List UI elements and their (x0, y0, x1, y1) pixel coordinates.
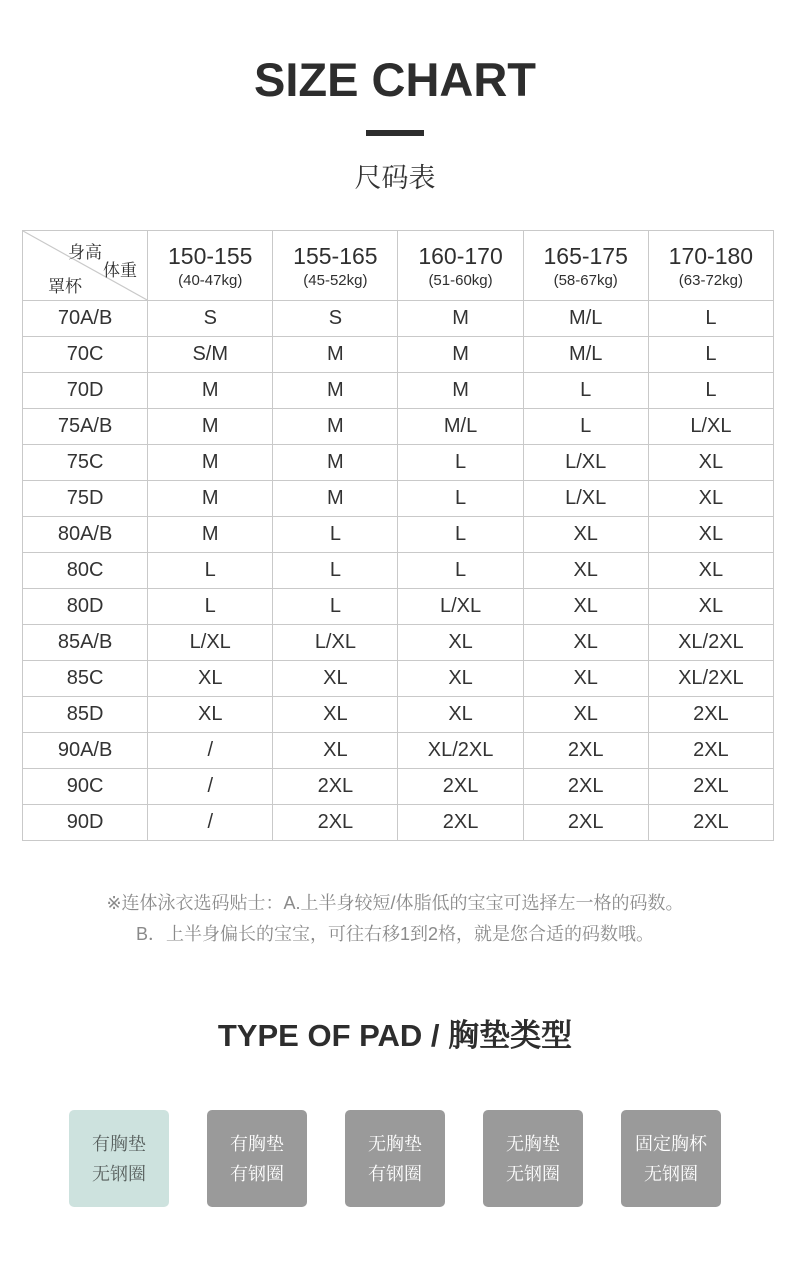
size-cell: XL (648, 481, 773, 517)
table-row (23, 481, 774, 517)
cup-size-label: 85C (23, 661, 148, 697)
size-cell: 2XL (523, 733, 648, 769)
size-cell: M (273, 409, 398, 445)
size-cell: XL (273, 733, 398, 769)
size-cell: XL (398, 697, 523, 733)
pad-type-box (345, 1110, 445, 1207)
table-row (23, 301, 774, 337)
cup-size-label: 90D (23, 805, 148, 841)
column-header (148, 231, 273, 301)
size-cell: XL/2XL (648, 625, 773, 661)
cup-size-label: 70D (23, 373, 148, 409)
page-subtitle: 尺码表 (354, 163, 436, 193)
table-row (23, 805, 774, 841)
size-cell: L (648, 337, 773, 373)
size-cell: M/L (523, 301, 648, 337)
size-cell: L (273, 589, 398, 625)
size-cell: 2XL (523, 769, 648, 805)
pad-type-line2: 无钢圈 (506, 1163, 560, 1184)
size-cell: 2XL (273, 769, 398, 805)
size-cell: M (148, 481, 273, 517)
size-cell: XL (523, 589, 648, 625)
height-range: 160-170 (418, 242, 503, 269)
cup-size-label: 85D (23, 697, 148, 733)
size-cell: L/XL (273, 625, 398, 661)
height-range: 165-175 (543, 242, 628, 269)
table-row (23, 337, 774, 373)
size-cell: L/XL (148, 625, 273, 661)
size-cell: XL (648, 589, 773, 625)
pad-type-line1: 有胸垫 (92, 1133, 146, 1154)
size-cell: M/L (523, 337, 648, 373)
table-row (23, 517, 774, 553)
size-cell: XL/2XL (648, 661, 773, 697)
size-cell: XL (273, 697, 398, 733)
pad-type-line1: 有胸垫 (230, 1133, 284, 1154)
corner-height-label: 身高 (68, 243, 102, 262)
sizing-notes (0, 888, 790, 950)
size-cell: M (148, 373, 273, 409)
cup-size-label: 90A/B (23, 733, 148, 769)
size-cell: XL (523, 553, 648, 589)
size-cell: XL/2XL (398, 733, 523, 769)
cup-size-label: 75A/B (23, 409, 148, 445)
size-cell: 2XL (648, 805, 773, 841)
size-cell: S (148, 301, 273, 337)
size-cell: M (148, 517, 273, 553)
cup-size-label: 90C (23, 769, 148, 805)
size-cell: XL (648, 517, 773, 553)
size-cell: XL (398, 661, 523, 697)
height-range: 150-155 (168, 242, 253, 269)
cup-size-label: 80D (23, 589, 148, 625)
pad-type-line2: 无钢圈 (644, 1163, 698, 1184)
table-row (23, 553, 774, 589)
size-cell: M (273, 337, 398, 373)
size-cell: L (148, 589, 273, 625)
title-divider (366, 130, 424, 136)
column-header (398, 231, 523, 301)
table-row (23, 625, 774, 661)
size-cell: M/L (398, 409, 523, 445)
weight-range: (51-60kg) (428, 271, 493, 289)
weight-range: (58-67kg) (553, 271, 618, 289)
cup-size-label: 70A/B (23, 301, 148, 337)
pad-type-box (483, 1110, 583, 1207)
weight-range: (45-52kg) (303, 271, 368, 289)
size-cell: L/XL (398, 589, 523, 625)
column-header (273, 231, 398, 301)
size-cell: S (273, 301, 398, 337)
pad-type-box (207, 1110, 307, 1207)
size-cell: M (398, 373, 523, 409)
size-table-header-row (23, 231, 774, 301)
cup-size-label: 70C (23, 337, 148, 373)
weight-range: (63-72kg) (678, 271, 743, 289)
size-cell: 2XL (398, 805, 523, 841)
size-cell: L (273, 553, 398, 589)
pad-type-line1: 固定胸杯 (635, 1133, 707, 1154)
size-cell: L/XL (523, 481, 648, 517)
pad-section-title: TYPE OF PAD / 胸垫类型 (217, 1018, 573, 1053)
size-cell: L (398, 517, 523, 553)
sizing-note-line1: ※连体泳衣选码贴士：A.上半身较短/体脂低的宝宝可选择左一格的码数。 (106, 893, 684, 913)
table-row (23, 661, 774, 697)
size-cell: 2XL (648, 697, 773, 733)
corner-cell (23, 231, 148, 301)
size-cell: M (148, 409, 273, 445)
size-cell: 2XL (648, 769, 773, 805)
corner-cup-label: 罩杯 (48, 277, 82, 296)
size-cell: 2XL (398, 769, 523, 805)
pad-type-line2: 有钢圈 (368, 1163, 422, 1184)
pad-type-line1: 无胸垫 (506, 1133, 560, 1154)
size-cell: M (273, 445, 398, 481)
size-cell: XL (148, 661, 273, 697)
size-cell: XL (648, 553, 773, 589)
size-cell: L (273, 517, 398, 553)
size-cell: L (148, 553, 273, 589)
size-cell: L/XL (523, 445, 648, 481)
height-range: 155-165 (293, 242, 378, 269)
table-row (23, 373, 774, 409)
size-cell: / (148, 805, 273, 841)
size-cell: L (648, 301, 773, 337)
sizing-note-line2: B．上半身偏长的宝宝，可往右移1到2格，就是您合适的码数哦。 (135, 924, 655, 944)
size-cell: XL (648, 445, 773, 481)
table-row (23, 733, 774, 769)
size-cell: L (523, 409, 648, 445)
weight-range: (40-47kg) (178, 271, 243, 289)
cup-size-label: 80C (23, 553, 148, 589)
cup-size-label: 85A/B (23, 625, 148, 661)
size-cell: L (398, 553, 523, 589)
size-cell: XL (398, 625, 523, 661)
size-cell: 2XL (523, 805, 648, 841)
size-cell: M (273, 373, 398, 409)
column-header (648, 231, 773, 301)
cup-size-label: 75D (23, 481, 148, 517)
size-cell: / (148, 733, 273, 769)
size-cell: L/XL (648, 409, 773, 445)
height-range: 170-180 (668, 242, 754, 269)
table-row (23, 697, 774, 733)
size-cell: 2XL (273, 805, 398, 841)
size-cell: 2XL (648, 733, 773, 769)
size-cell: L (398, 445, 523, 481)
table-row (23, 409, 774, 445)
size-cell: XL (523, 661, 648, 697)
size-table (22, 230, 774, 841)
size-cell: M (398, 301, 523, 337)
cup-size-label: 80A/B (23, 517, 148, 553)
size-cell: XL (273, 661, 398, 697)
size-cell: XL (523, 697, 648, 733)
corner-weight-label: 体重 (103, 261, 137, 280)
table-row (23, 589, 774, 625)
pad-type-line1: 无胸垫 (368, 1133, 422, 1154)
pad-type-line2: 无钢圈 (92, 1163, 146, 1184)
size-cell: L (398, 481, 523, 517)
table-row (23, 769, 774, 805)
page-title: SIZE CHART (254, 53, 536, 106)
column-header (523, 231, 648, 301)
cup-size-label: 75C (23, 445, 148, 481)
size-cell: M (148, 445, 273, 481)
size-cell: L (523, 373, 648, 409)
size-cell: XL (523, 625, 648, 661)
pad-type-box (621, 1110, 721, 1207)
size-cell: / (148, 769, 273, 805)
pad-type-boxes (0, 1110, 790, 1207)
size-cell: M (398, 337, 523, 373)
size-cell: M (273, 481, 398, 517)
table-row (23, 445, 774, 481)
pad-type-box-active (69, 1110, 169, 1207)
size-cell: XL (148, 697, 273, 733)
size-cell: S/M (148, 337, 273, 373)
pad-type-line2: 有钢圈 (230, 1163, 284, 1184)
size-cell: L (648, 373, 773, 409)
size-cell: XL (523, 517, 648, 553)
